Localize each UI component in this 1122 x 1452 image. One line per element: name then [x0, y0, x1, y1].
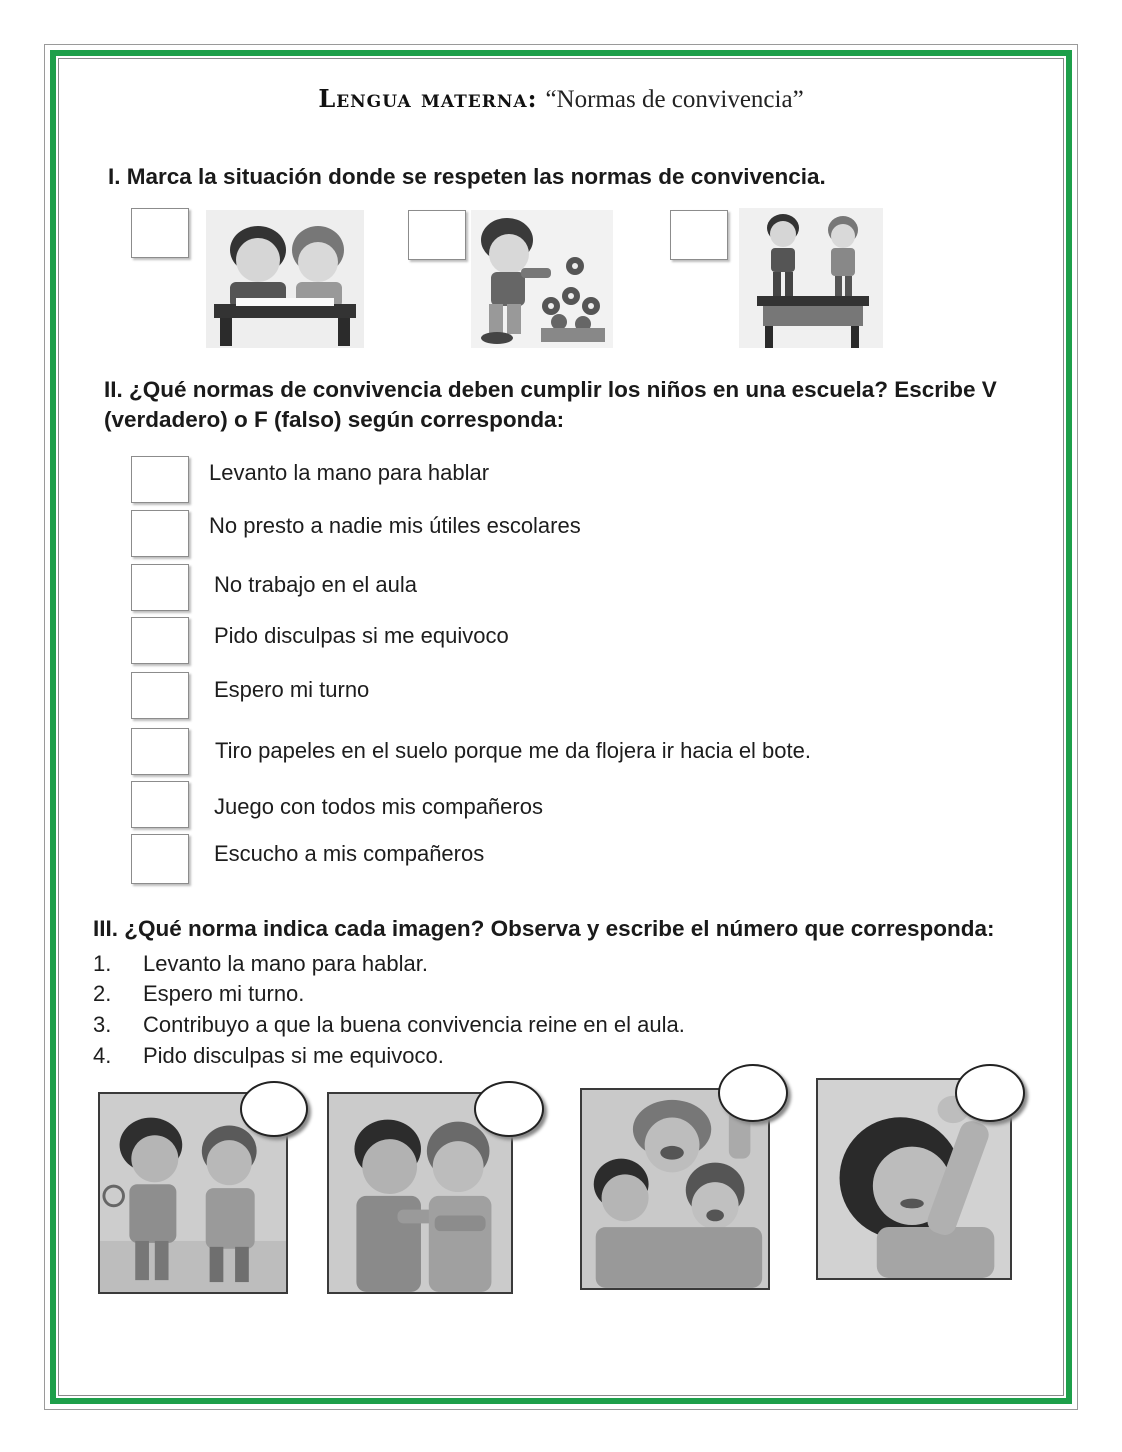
norm-number: 1. — [93, 951, 112, 976]
vf-box-4[interactable] — [131, 617, 189, 664]
norm-number: 3. — [93, 1012, 112, 1037]
section2-heading-line2: (verdadero) o F (falso) según corresponda: — [104, 407, 565, 432]
answer-bubble-1[interactable] — [240, 1081, 308, 1137]
statement-1: Levanto la mano para hablar — [209, 460, 490, 485]
picture-boy-picking-flowers — [471, 210, 613, 348]
vf-box-1[interactable] — [131, 456, 189, 503]
norm-text: Levanto la mano para hablar. — [143, 951, 428, 976]
mark-box-1[interactable] — [131, 208, 189, 258]
norm-text: Espero mi turno. — [143, 981, 305, 1006]
vf-box-8[interactable] — [131, 834, 189, 884]
statement-8: Escucho a mis compañeros — [214, 841, 485, 866]
topic-title: “Normas de convivencia” — [545, 86, 804, 113]
statement-3: No trabajo en el aula — [214, 572, 418, 597]
statement-5: Espero mi turno — [214, 677, 370, 702]
answer-bubble-3[interactable] — [718, 1064, 788, 1122]
vf-box-5[interactable] — [131, 672, 189, 719]
vf-box-2[interactable] — [131, 510, 189, 557]
statement-6: Tiro papeles en el suelo porque me da flojera ir hacia el bote. — [215, 738, 811, 763]
mark-box-2[interactable] — [408, 210, 466, 260]
worksheet-title — [0, 84, 1122, 114]
vf-box-7[interactable] — [131, 781, 189, 828]
norm-item-4 — [93, 1043, 444, 1069]
mark-box-3[interactable] — [670, 210, 728, 260]
statement-4: Pido disculpas si me equivoco — [214, 623, 509, 648]
norm-item-1 — [93, 951, 428, 977]
vf-box-6[interactable] — [131, 728, 189, 775]
norm-number: 2. — [93, 981, 112, 1006]
subject-label: Lengua materna: — [318, 84, 538, 113]
picture-children-working-at-desk — [206, 210, 364, 348]
section3-heading: III. ¿Qué norma indica cada imagen? Observa y escribe el número que corresponda: — [93, 916, 995, 941]
norm-text: Contribuyo a que la buena convivencia reine en el aula. — [143, 1012, 685, 1037]
picture-children-standing-on-desk — [739, 208, 883, 348]
norm-number: 4. — [93, 1043, 112, 1068]
section1-heading: I. Marca la situación donde se respeten las normas de convivencia. — [108, 164, 826, 189]
norm-item-3 — [93, 1012, 685, 1038]
answer-bubble-4[interactable] — [955, 1064, 1025, 1122]
section2-heading-line1: II. ¿Qué normas de convivencia deben cumplir los niños en una escuela? Escribe V — [104, 377, 997, 402]
vf-box-3[interactable] — [131, 564, 189, 611]
answer-bubble-2[interactable] — [474, 1081, 544, 1137]
norm-item-2 — [93, 981, 304, 1007]
statement-7: Juego con todos mis compañeros — [214, 794, 543, 819]
statement-2: No presto a nadie mis útiles escolares — [209, 513, 581, 538]
norm-text: Pido disculpas si me equivoco. — [143, 1043, 444, 1068]
